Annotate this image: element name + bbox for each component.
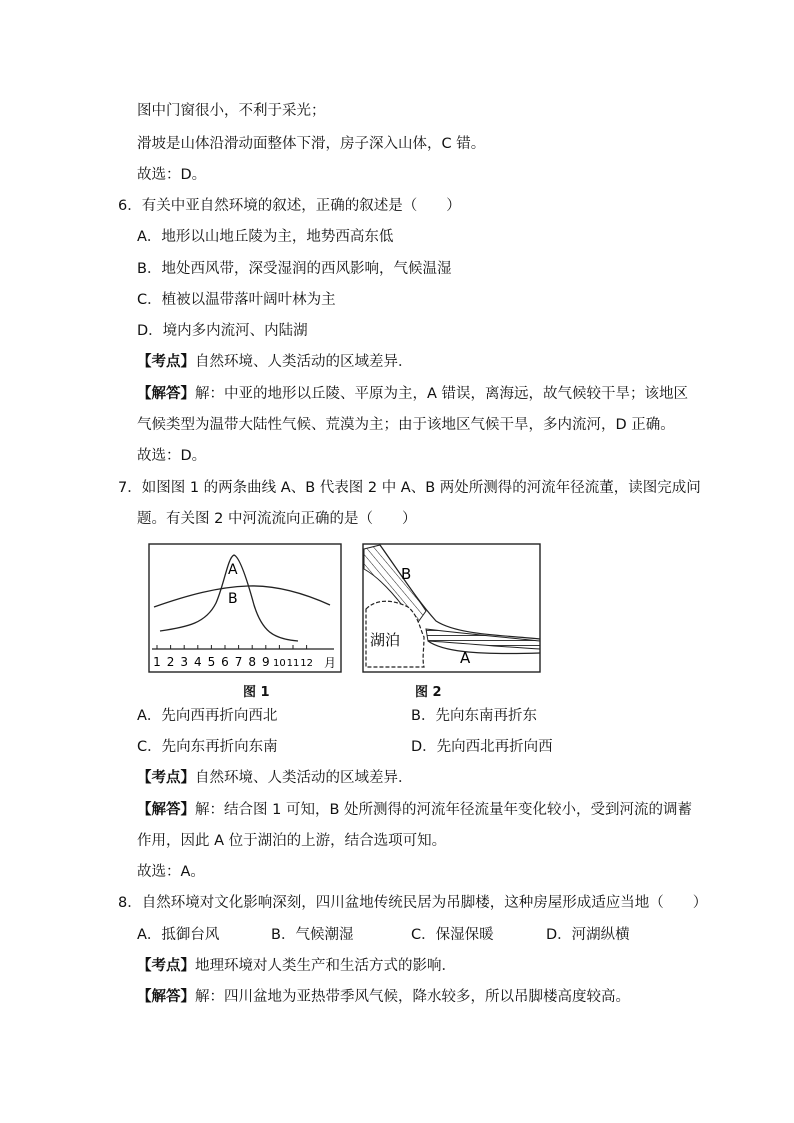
q8-stem: 8．自然环境对文化影响深刻，四川盆地传统民居为吊脚楼，这种房屋形成适应当地（ ） [118, 895, 708, 911]
figure-1-axis-unit: 月 [324, 656, 337, 670]
month-tick-label-8: 8 [248, 655, 257, 669]
month-tick-label-6: 6 [221, 655, 229, 669]
map-label-b: B [401, 565, 412, 583]
q7-kaodian-tag: 【考点】 [137, 770, 195, 786]
q8-option-a: A．抵御台风 [137, 927, 220, 943]
q8-option-b: B．气候潮湿 [271, 927, 354, 943]
lake-label: 湖泊 [370, 631, 401, 649]
q8-option-d: D．河湖纵横 [546, 927, 630, 943]
q7-kaodian-text: 自然环境、人类活动的区域差异． [195, 770, 413, 786]
figure-1-frame [149, 544, 341, 672]
month-tick-label-4: 4 [193, 655, 202, 669]
month-tick-label-2: 2 [166, 655, 175, 669]
q7-kaodian [137, 771, 413, 786]
q6-stem: 6．有关中亚自然环境的叙述，正确的叙述是（ ） [118, 198, 461, 214]
month-tick-label-5: 5 [207, 655, 216, 669]
prev-line-2: 滑坡是山体沿滑动面整体下滑，房子深入山体，C 错。 [137, 136, 486, 152]
q6-option-c: C．植被以温带落叶阔叶林为主 [137, 292, 336, 308]
map-label-a: A [460, 649, 471, 667]
month-tick-label-9: 9 [261, 655, 270, 669]
q8-jieda-text-1: 解：四川盆地为亚热带季风气候，降水较多，所以吊脚楼高度较高。 [195, 989, 630, 1005]
q7-option-c: C．先向东再折向东南 [137, 739, 278, 755]
month-tick-label-1: 1 [153, 655, 161, 669]
q6-jieda-line-1 [137, 387, 688, 402]
q6-kaodian-tag: 【考点】 [137, 354, 195, 370]
q8-jieda-tag: 【解答】 [137, 989, 195, 1005]
q6-answer: 故选：D。 [137, 448, 207, 464]
figure-1-caption: 图 1 [243, 685, 270, 700]
q7-jieda-line-1 [137, 803, 692, 818]
q7-answer: 故选：A。 [137, 864, 205, 880]
q7-option-b: B．先向东南再折东 [411, 708, 537, 724]
q6-jieda-text-1: 解：中亚的地形以丘陵、平原为主，A 错误，离海远，故气候较干旱；该地区 [195, 386, 689, 402]
q6-option-a: A．地形以山地丘陵为主，地势西高东低 [137, 229, 394, 245]
month-tick-label-12: 12 [300, 658, 313, 669]
month-tick-label-11: 11 [286, 658, 300, 669]
q6-jieda-line-2: 气候类型为温带大陆性气候、荒漠为主；由于该地区气候干旱，多内流河，D 正确。 [137, 417, 675, 433]
figure-2-caption: 图 2 [415, 685, 442, 700]
q6-option-b: B．地处西风带，深受湿润的西风影响，气候温湿 [137, 261, 452, 277]
q6-kaodian [137, 355, 413, 370]
q7-stem-line-1: 7．如图图 1 的两条曲线 A、B 代表图 2 中 A、B 两处所测得的河流年径流董，读图完成问 [118, 480, 701, 496]
month-tick-label-10: 10 [273, 658, 286, 669]
month-tick-label-3: 3 [180, 655, 189, 669]
q7-jieda-tag: 【解答】 [137, 802, 195, 818]
figure-2-river-map [362, 543, 542, 673]
q6-jieda-tag: 【解答】 [137, 386, 195, 402]
q8-kaodian-text: 地理环境对人类生产和生活方式的影响． [195, 958, 456, 974]
q8-option-c: C．保湿保暖 [411, 927, 494, 943]
figure-1-runoff-chart [148, 543, 342, 673]
curve-a-label: A [228, 562, 238, 578]
q8-kaodian-tag: 【考点】 [137, 958, 195, 974]
q7-option-a: A．先向西再折向西北 [137, 708, 278, 724]
prev-line-1: 图中门窗很小，不利于采光； [137, 103, 326, 119]
q7-jieda-line-2: 作用，因此 A 位于湖泊的上游，结合选项可知。 [137, 833, 447, 849]
q8-jieda-line-1 [137, 990, 630, 1005]
q7-option-d: D．先向西北再折向西 [411, 739, 553, 755]
curve-b-label: B [228, 591, 238, 607]
prev-answer: 故选：D。 [137, 167, 207, 183]
q6-option-d: D．境内多内流河、内陆湖 [137, 323, 308, 339]
q8-kaodian [137, 959, 456, 974]
q6-kaodian-text: 自然环境、人类活动的区域差异． [195, 354, 413, 370]
month-tick-label-7: 7 [234, 655, 243, 669]
q7-stem-line-2: 题。有关图 2 中河流流向正确的是（ ） [137, 511, 417, 527]
q7-jieda-text-1: 解：结合图 1 可知，B 处所测得的河流年径流量年变化较小，受到河流的调蓄 [195, 802, 692, 818]
